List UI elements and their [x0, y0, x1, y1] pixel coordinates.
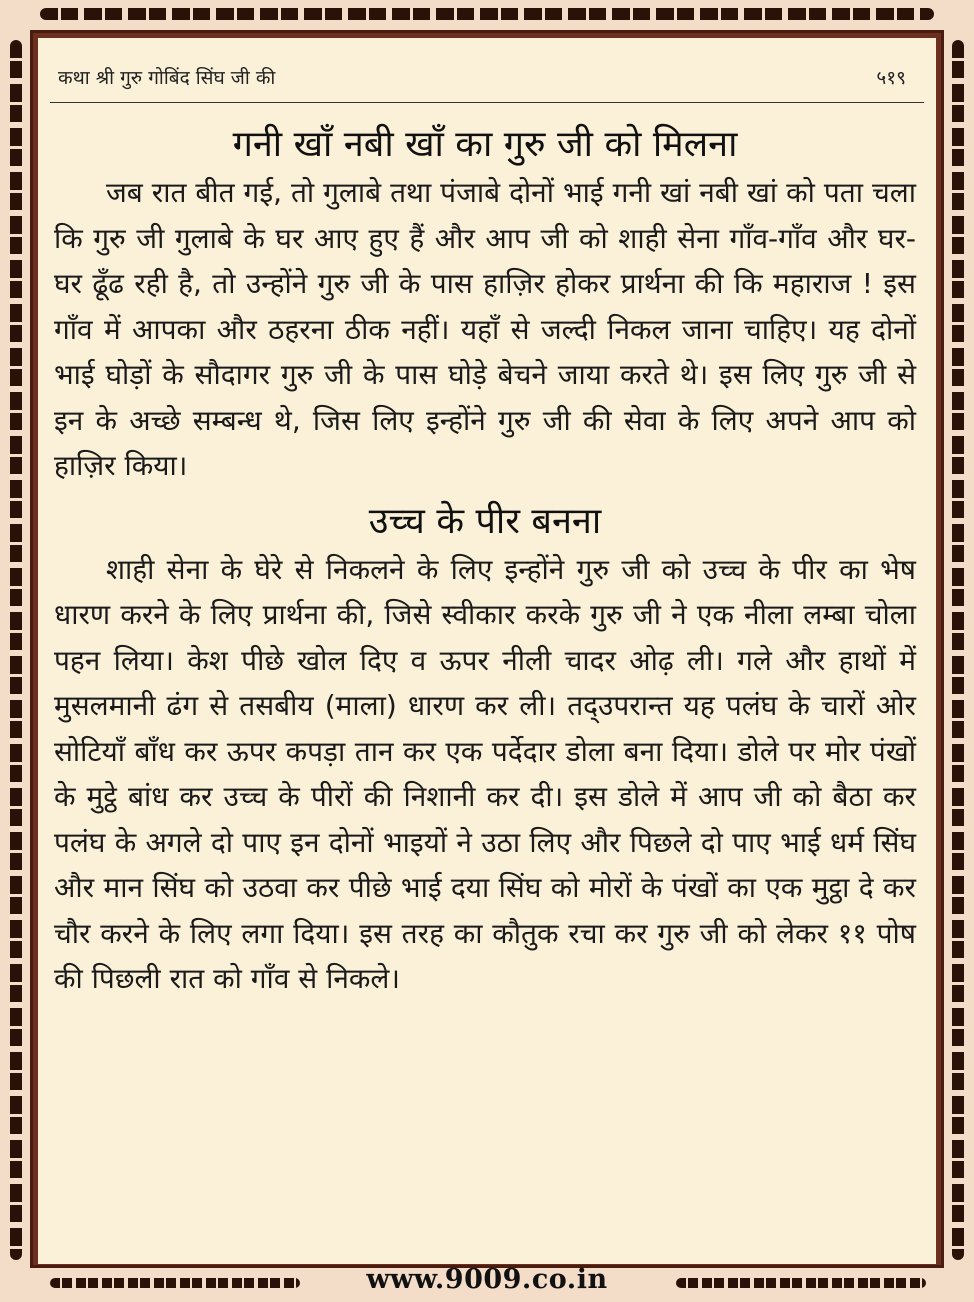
right-ornament — [952, 40, 964, 1260]
left-ornament — [10, 40, 22, 1260]
top-ornament — [40, 8, 934, 20]
footer-url[interactable]: www.9009.co.in — [366, 1264, 608, 1295]
footer-ornament-right — [676, 1278, 926, 1288]
section-paragraph-2: शाही सेना के घेरे से निकलने के लिए इन्होंने गुरु जी को उच्च के पीर का भेष धारण करने के लिए प्रार्थना की, जिसे स्वीकार करके गुरु जी ने एक नीला लम्बा चोला पहन लिया। केश पीछे खोल दिए व ऊपर नीली चादर ओढ़ ली। गले और हाथों में मुसलमानी ढंग से तसबीय (माला) धारण कर ली। तद्उपरान्त यह पलंघ के चारों ओर सोटियाँ बाँध कर ऊपर कपड़ा तान कर एक पर्देदार डोला बना दिया। डोले पर मोर पंखों के मुट्ठे बांध कर उच्च के पीरों की निशानी कर दी। इस डोले में आप जी को बैठा कर पलंघ के अगले दो पाए इन दोनों भाइयों ने उठा लिए और पिछले दो पाए भाई धर्म सिंघ और मान सिंघ को उठवा कर पीछे भाई दया सिंघ को मोरों के पंखों का एक मुट्ठा दे कर चौर करने के लिए लगा दिया। इस तरह का कौतुक रचा कर गुरु जी को लेकर ११ पोष की पिछली रात को गाँव से निकले। — [54, 552, 916, 995]
page-content — [54, 112, 916, 1002]
page-number: ५१९ — [876, 67, 906, 89]
section-paragraph-1: जब रात बीत गई, तो गुलाबे तथा पंजाबे दोनों भाई गनी खां नबी खां को पता चला कि गुरु जी गुलाबे के घर आए हुए हैं और आप जी को शाही सेना गाँव-गाँव और घर-घर ढूँढ रही है, तो उन्होंने गुरु जी के पास हाज़िर होकर प्रार्थना की कि महाराज ! इस गाँव में आपका और ठहरना ठीक नहीं। यहाँ से जल्दी निकल जाना चाहिए। यह दोनों भाई घोड़ों के सौदागर गुरु जी के पास घोड़े बेचने जाया करते थे। इस लिए गुरु जी से इन के अच्छे सम्बन्ध थे, जिस लिए इन्होंने गुरु जी की सेवा के लिए अपने आप को हाज़िर किया। — [54, 176, 916, 482]
running-header — [48, 60, 920, 94]
header-divider — [50, 102, 924, 103]
footer — [0, 1264, 974, 1302]
section-title-2: उच्च के पीर बनना — [368, 500, 602, 542]
header-book-title: कथा श्री गुरु गोबिंद सिंघ जी की — [58, 67, 276, 89]
document-page — [38, 38, 936, 1264]
section-title-1: गनी खाँ नबी खाँ का गुरु जी को मिलना — [232, 124, 738, 165]
